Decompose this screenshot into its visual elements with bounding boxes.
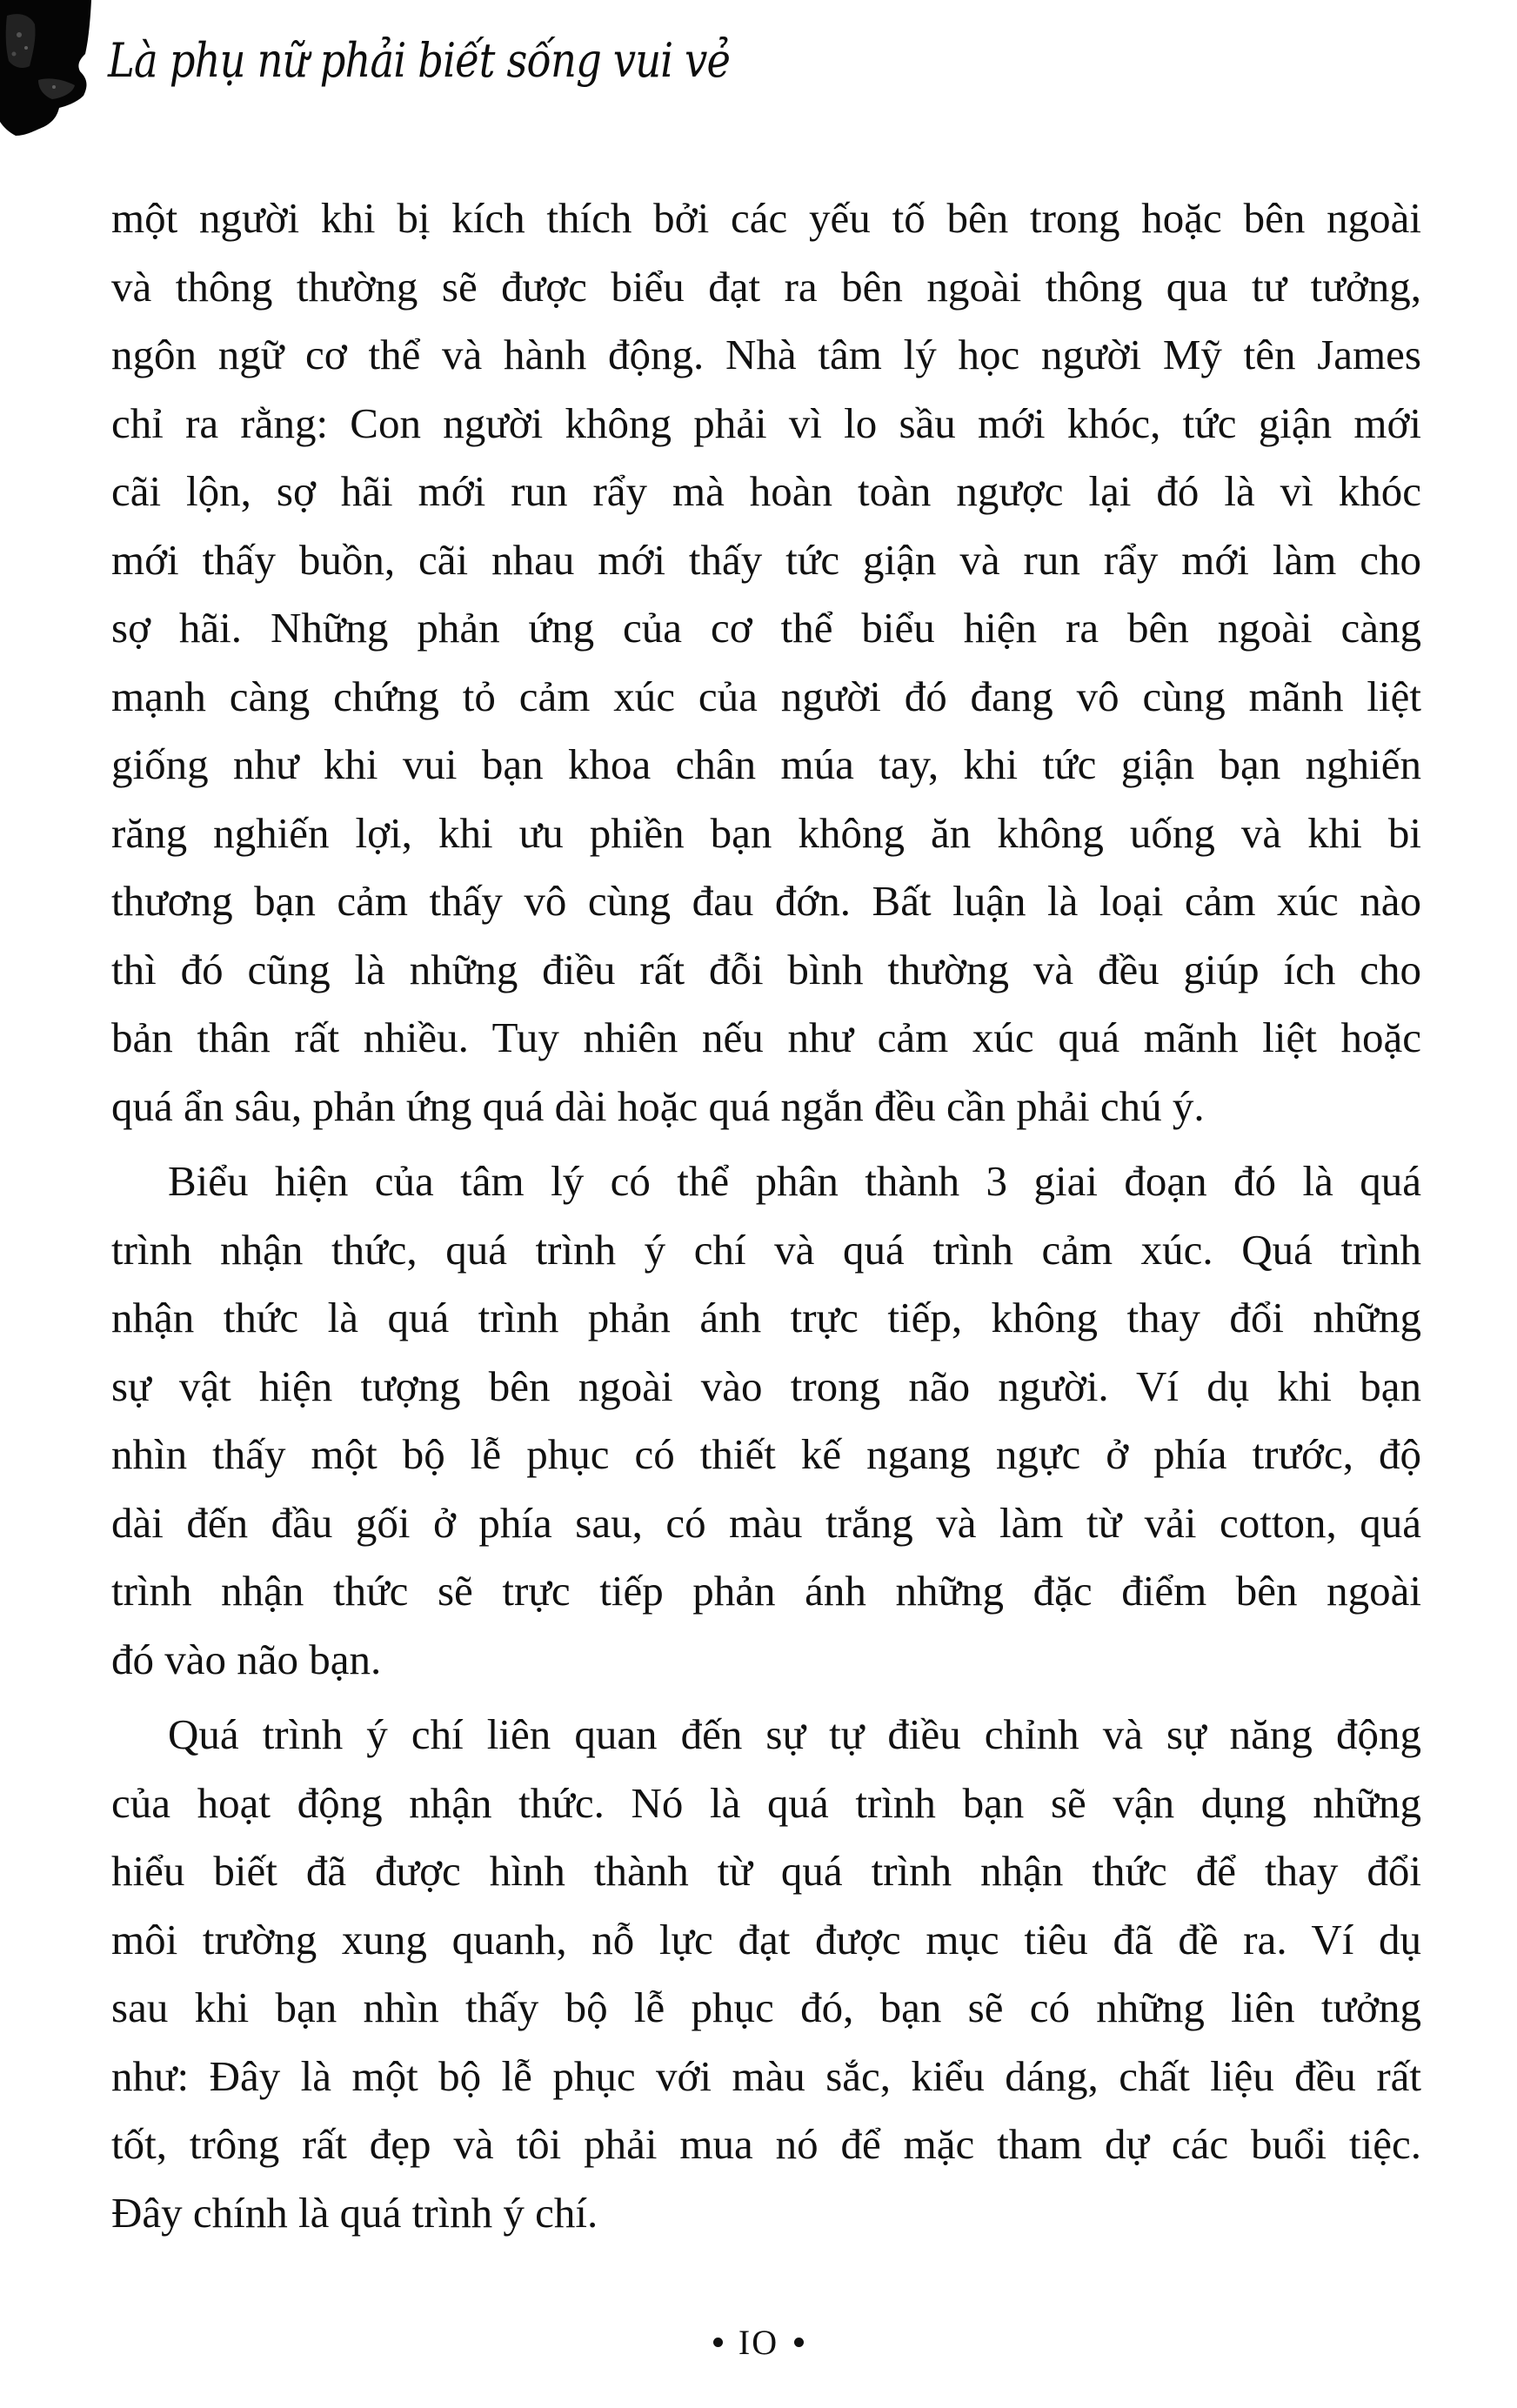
text-line: bản thân rất nhiều. Tuy nhiên nếu như cảm xúc quá mãnh liệt hoặc <box>111 1013 1421 1061</box>
text-line: sau khi bạn nhìn thấy bộ lễ phục đó, bạn sẽ có những liên tưởng <box>111 1983 1421 2031</box>
text-line: trình nhận thức sẽ trực tiếp phản ánh những đặc điểm bên ngoài <box>111 1567 1421 1615</box>
text-line: đó vào não bạn. <box>111 1635 382 1683</box>
text-line: thương bạn cảm thấy vô cùng đau đớn. Bất luận là loại cảm xúc nào <box>111 877 1421 925</box>
text-line: như: Đây là một bộ lễ phục với màu sắc, kiểu dáng, chất liệu đều rất <box>111 2051 1421 2100</box>
bullet-dot-icon <box>713 2338 723 2347</box>
body-text <box>111 184 1421 2254</box>
text-line: Đây chính là quá trình ý chí. <box>111 2188 598 2237</box>
text-line: nhìn thấy một bộ lễ phục có thiết kế ngang ngực ở phía trước, độ <box>111 1430 1421 1478</box>
text-line: mạnh càng chứng tỏ cảm xúc của người đó đang vô cùng mãnh liệt <box>111 672 1421 720</box>
text-line: dài đến đầu gối ở phía sau, có màu trắng và làm từ vải cotton, quá <box>111 1498 1421 1547</box>
text-line: sự vật hiện tượng bên ngoài vào trong não người. Ví dụ khi bạn <box>111 1361 1421 1410</box>
paragraph-2 <box>111 1147 1421 1694</box>
text-line: trình nhận thức, quá trình ý chí và quá trình cảm xúc. Quá trình <box>111 1225 1421 1274</box>
text-line: nhận thức là quá trình phản ánh trực tiếp, không thay đổi những <box>111 1294 1421 1341</box>
text-line: răng nghiến lợi, khi ưu phiền bạn không ăn không uống và khi bi <box>111 808 1421 857</box>
paragraph-3 <box>111 1701 1421 2247</box>
page-number <box>0 2321 1517 2365</box>
text-line: giống như khi vui bạn khoa chân múa tay, khi tức giận bạn nghiến <box>111 740 1421 788</box>
running-header-title: Là phụ nữ phải biết sống vui vẻ <box>108 33 731 88</box>
bullet-dot-icon <box>794 2338 804 2347</box>
text-line: và thông thường sẽ được biểu đạt ra bên ngoài thông qua tư tưởng, <box>111 262 1421 311</box>
text-line: của hoạt động nhận thức. Nó là quá trình bạn sẽ vận dụng những <box>111 1778 1421 1827</box>
text-line: môi trường xung quanh, nỗ lực đạt được mục tiêu đã đề ra. Ví dụ <box>111 1915 1421 1963</box>
text-line: chỉ ra rằng: Con người không phải vì lo sầu mới khóc, tức giận mới <box>111 398 1421 447</box>
text-line: tốt, trông rất đẹp và tôi phải mua nó để mặc tham dự các buổi tiệc. <box>111 2120 1421 2168</box>
text-line: cãi lộn, sợ hãi mới run rẩy mà hoàn toàn ngược lại đó là vì khóc <box>111 467 1421 515</box>
text-line: sợ hãi. Những phản ứng của cơ thể biểu hiện ra bên ngoài càng <box>111 604 1421 652</box>
text-line: một người khi bị kích thích bởi các yếu tố bên trong hoặc bên ngoài <box>111 194 1421 242</box>
text-line: mới thấy buồn, cãi nhau mới thấy tức giận và run rẩy mới làm cho <box>111 535 1421 584</box>
paragraph-1 <box>111 184 1421 1140</box>
page-number-label: IO <box>738 2323 779 2362</box>
text-line: Biểu hiện của tâm lý có thể phân thành 3 giai đoạn đó là quá <box>168 1157 1421 1205</box>
text-line: Quá trình ý chí liên quan đến sự tự điều chỉnh và sự năng động <box>168 1710 1421 1758</box>
text-line: ngôn ngữ cơ thể và hành động. Nhà tâm lý học người Mỹ tên James <box>111 331 1421 378</box>
corner-ornament-icon <box>0 0 96 139</box>
text-line: hiểu biết đã được hình thành từ quá trình nhận thức để thay đổi <box>111 1847 1421 1895</box>
text-line: thì đó cũng là những điều rất đỗi bình thường và đều giúp ích cho <box>111 945 1421 993</box>
text-line: quá ẩn sâu, phản ứng quá dài hoặc quá ngắn đều cần phải chú ý. <box>111 1081 1205 1130</box>
